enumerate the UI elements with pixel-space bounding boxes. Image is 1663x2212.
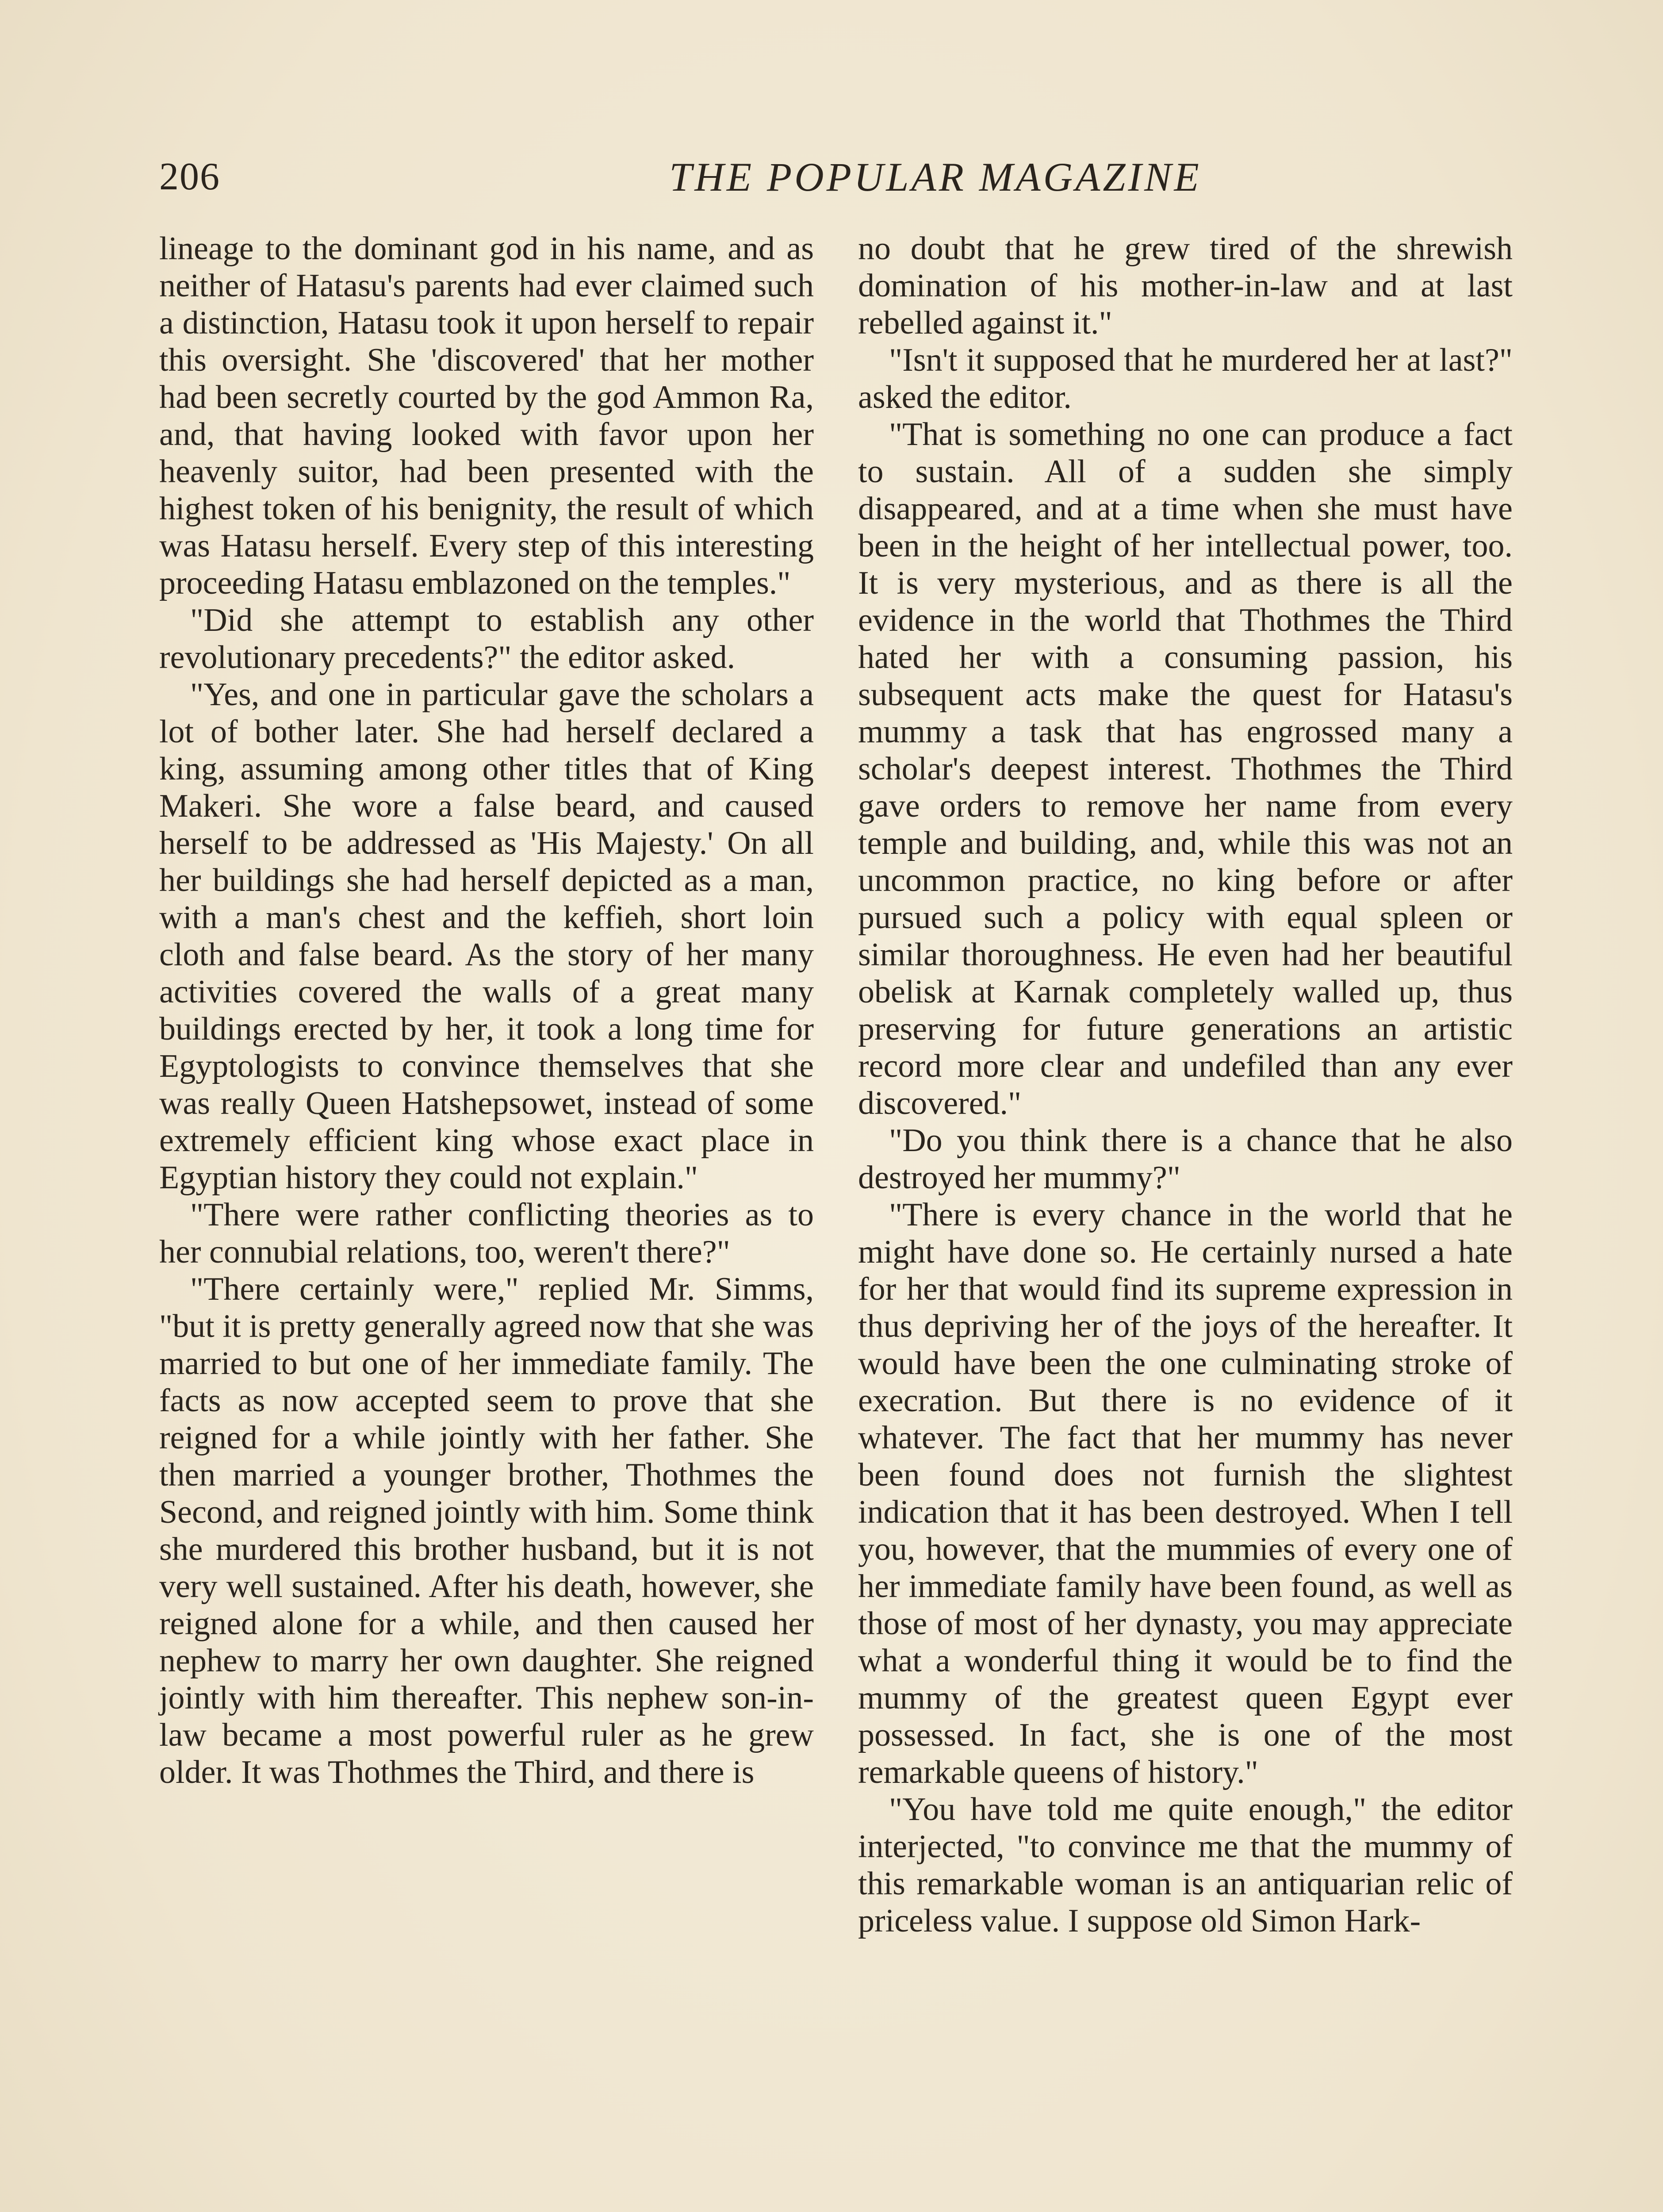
paragraph: "Did she attempt to establish any other revolutionary precedents?" the editor asked. <box>159 602 814 676</box>
left-column <box>159 230 814 1791</box>
paragraph: "There certainly were," replied Mr. Simms, "but it is pretty generally agreed now that she was married to but one of her immediate family. The facts as now accepted seem to prove that she reigned for a while jointly with her father. She then married a younger brother, Thothmes the Second, and reigned jointly with him. Some think she murdered this brother husband, but it is not very well sustained. After his death, however, she reigned alone for a while, and then caused her nephew to marry her own daughter. She reigned jointly with him thereafter. This nephew son-in-law became a most powerful ruler as he grew older. It was Thothmes the Third, and there is <box>159 1271 814 1790</box>
paragraph: "There were rather conflicting theories as to her connubial relations, too, weren't there?" <box>159 1197 814 1270</box>
page-header <box>159 150 1504 204</box>
paragraph: "There is every chance in the world that he might have done so. He certainly nursed a hate for her that would find its supreme expression in thus depriving her of the joys of the hereafter. It would have been the one culminating stroke of execration. But there is no evidence of it whatever. The fact that her mummy has never been found does not furnish the slightest indication that it has been destroyed. When I tell you, however, that the mummies of every one of her immediate family have been found, as well as those of most of her dynasty, you may appreciate what a wonderful thing it would be to find the mummy of the greatest queen Egypt ever possessed. In fact, she is one of the most remarkable queens of history." <box>858 1197 1513 1790</box>
paragraph: "That is something no one can produce a fact to sustain. All of a sudden she simply disappeared, and at a time when she must have been in the height of her intellectual power, too. It is very mysterious, and as there is all the evidence in the world that Thothmes the Third hated her with a consuming passion, his subsequent acts make the quest for Hatasu's mummy a task that has engrossed many a scholar's deepest interest. Thothmes the Third gave orders to remove her name from every temple and building, and, while this was not an uncommon practice, no king before or after pursued such a policy with equal spleen or similar thoroughness. He even had her beautiful obelisk at Karnak completely walled up, thus preserving for future generations an artistic record more clear and undefiled than any ever discovered." <box>858 416 1513 1121</box>
paragraph: no doubt that he grew tired of the shrewish domination of his mother-in-law and at last rebelled against it." <box>858 230 1513 341</box>
running-head: THE POPULAR MAGAZINE <box>669 154 1202 200</box>
page-number: 206 <box>159 155 220 198</box>
right-column <box>858 230 1513 1939</box>
paragraph: "Yes, and one in particular gave the scholars a lot of bother later. She had herself declared a king, assuming among other titles that of King Makeri. She wore a false beard, and caused herself to be addressed as 'His Majesty.' On all her buildings she had herself depicted as a man, with a man's chest and the keffieh, short loin cloth and false beard. As the story of her many activities covered the walls of a great many buildings erected by her, it took a long time for Egyptologists to convince themselves that she was really Queen Hatshepsowet, instead of some extremely efficient king whose exact place in Egyptian history they could not explain." <box>159 676 814 1196</box>
paragraph: "Isn't it supposed that he murdered her at last?" asked the editor. <box>858 342 1513 415</box>
paragraph: "You have told me quite enough," the editor interjected, "to convince me that the mummy of this remarkable woman is an antiquarian relic of priceless value. I suppose old Simon Hark- <box>858 1791 1513 1939</box>
paragraph: lineage to the dominant god in his name, and as neither of Hatasu's parents had ever claimed such a distinction, Hatasu took it upon herself to repair this oversight. She 'discovered' that her mother had been secretly courted by the god Ammon Ra, and, that having looked with favor upon her heavenly suitor, had been presented with the highest token of his benignity, the result of which was Hatasu herself. Every step of this interesting proceeding Hatasu emblazoned on the temples." <box>159 230 814 601</box>
text-columns <box>159 230 1513 2212</box>
paragraph: "Do you think there is a chance that he also destroyed her mummy?" <box>858 1122 1513 1196</box>
